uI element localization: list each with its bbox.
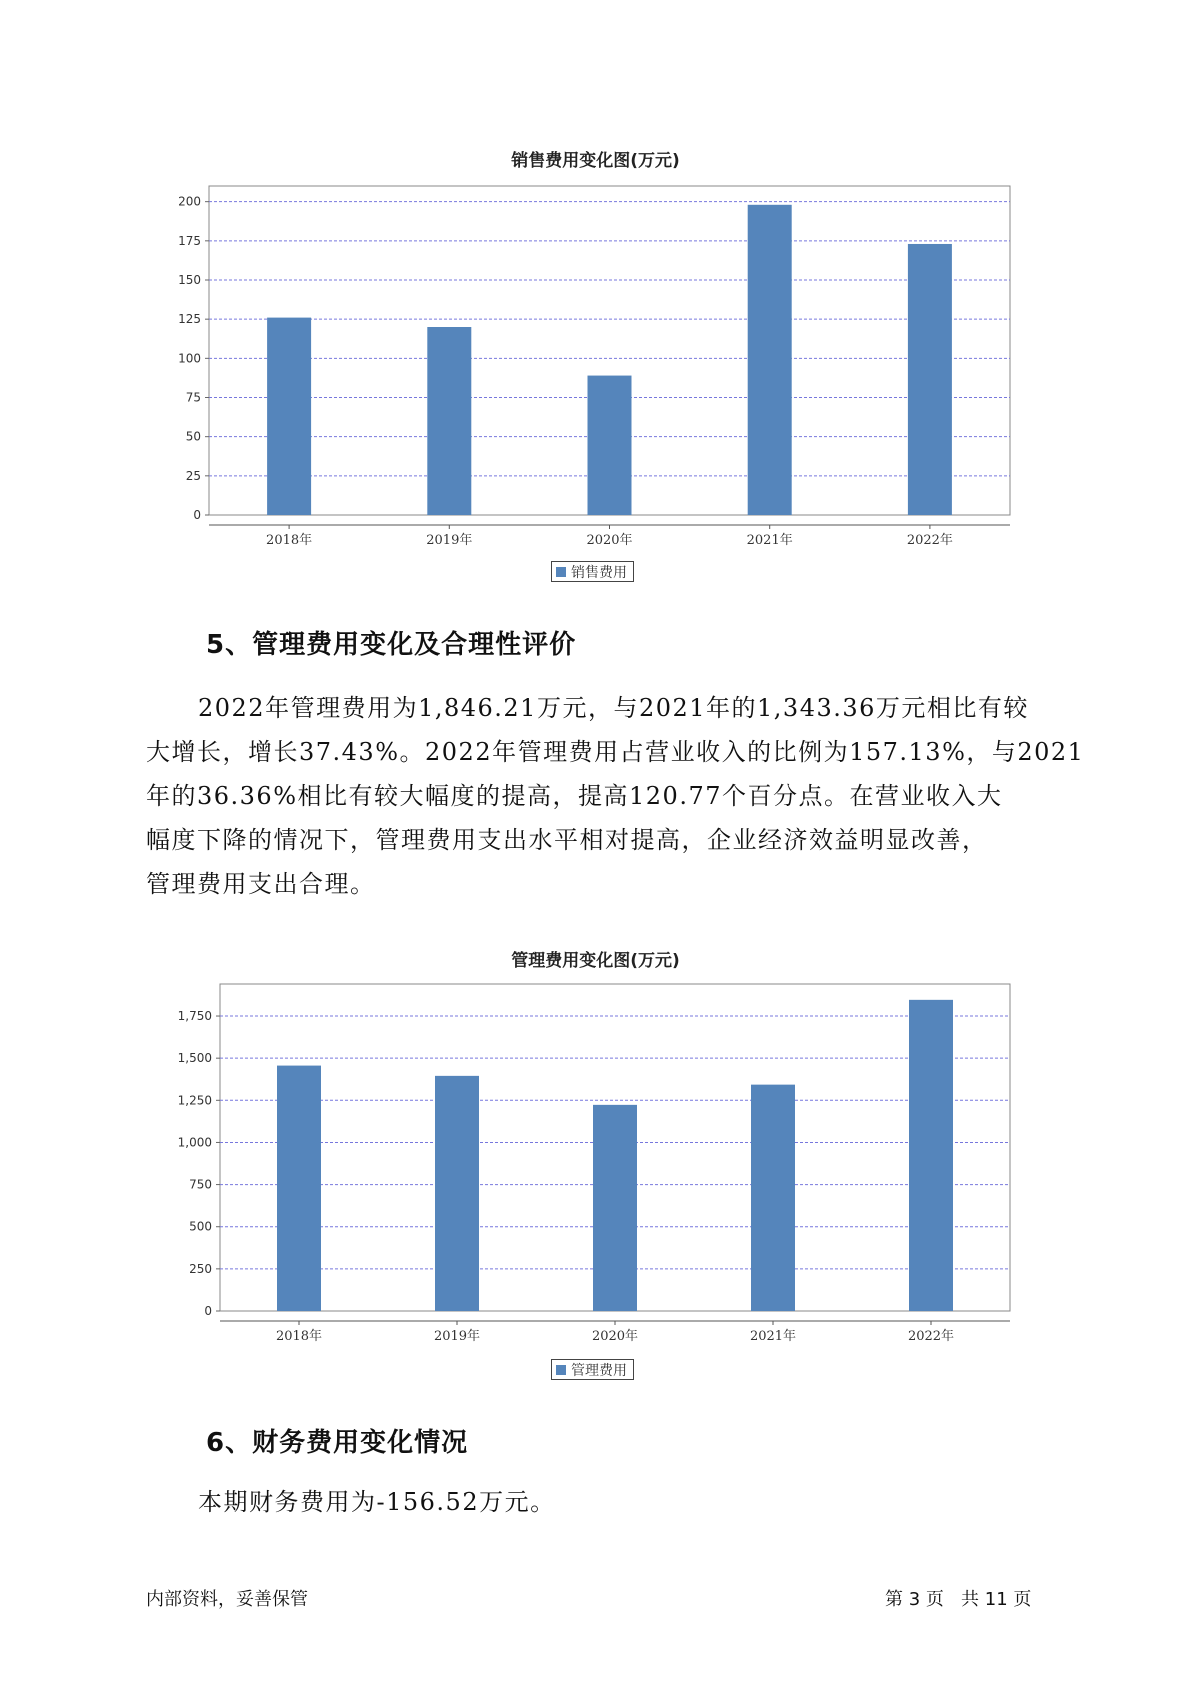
y-tick-label: 1,000	[177, 1135, 212, 1150]
bar	[748, 205, 792, 515]
paragraph-line: 幅度下降的情况下，管理费用支出水平相对提高，企业经济效益明显改善，	[146, 826, 988, 854]
y-tick-label: 125	[178, 312, 201, 327]
sales-expense-chart	[0, 0, 1191, 600]
footer-left: 内部资料，妥善保管	[146, 1589, 308, 1610]
paragraph-line: 2022年管理费用为1,846.21万元，与2021年的1,343.36万元相比有较	[198, 694, 1029, 722]
y-tick-label: 100	[178, 351, 201, 366]
chart-title: 管理费用变化图(万元)	[511, 951, 680, 971]
paragraph-line: 年的36.36%相比有较大幅度的提高，提高120.77个百分点。在营业收入大	[146, 782, 1003, 810]
y-tick-label: 75	[185, 390, 201, 405]
chart-plot	[0, 0, 1191, 600]
y-tick-label: 0	[204, 1304, 212, 1318]
y-tick-label: 175	[178, 233, 201, 248]
y-tick-label: 150	[178, 273, 201, 287]
section-5-heading: 5、管理费用变化及合理性评价	[206, 630, 577, 660]
chart-legend	[551, 1359, 634, 1380]
x-tick-label: 2021年	[746, 533, 793, 548]
y-tick-label: 50	[185, 429, 201, 444]
bar	[435, 1076, 479, 1311]
y-tick-label: 25	[185, 468, 201, 483]
legend-label: 管理费用	[571, 1362, 627, 1379]
bar	[427, 327, 471, 515]
section-6-paragraph	[146, 1480, 1046, 1524]
x-tick-label: 2018年	[275, 1329, 323, 1344]
y-tick-label: 750	[189, 1177, 212, 1192]
y-tick-label: 500	[189, 1219, 212, 1234]
x-tick-label: 2021年	[749, 1329, 797, 1344]
x-tick-label: 2019年	[426, 533, 473, 548]
chart-plot	[0, 930, 1191, 1410]
bar	[593, 1105, 637, 1311]
bar	[588, 376, 632, 515]
x-tick-label: 2020年	[591, 1329, 639, 1344]
section-6-heading: 6、财务费用变化情况	[206, 1428, 469, 1458]
paragraph-line: 管理费用支出合理。	[146, 870, 376, 898]
x-tick-label: 2022年	[907, 1329, 955, 1344]
legend-label: 销售费用	[571, 564, 627, 581]
y-tick-label: 250	[189, 1261, 212, 1276]
y-tick-label: 200	[178, 194, 201, 209]
legend-swatch	[556, 567, 566, 577]
admin-expense-chart	[0, 930, 1191, 1410]
bar	[751, 1085, 795, 1311]
bar	[909, 1000, 953, 1311]
x-tick-label: 2022年	[906, 533, 953, 548]
section-5-paragraph	[146, 686, 1085, 906]
y-tick-label: 1,500	[177, 1051, 212, 1066]
footer-page-number: 第 3 页 共 11 页	[885, 1589, 1032, 1610]
x-tick-label: 2018年	[266, 533, 313, 548]
y-tick-label: 1,750	[177, 1009, 212, 1024]
legend-swatch	[556, 1365, 566, 1375]
bar	[908, 244, 952, 515]
paragraph-line: 大增长，增长37.43%。2022年管理费用占营业收入的比例为157.13%，与2021	[146, 738, 1085, 766]
chart-title: 销售费用变化图(万元)	[511, 151, 680, 171]
y-tick-label: 0	[193, 508, 201, 522]
bar	[267, 318, 311, 515]
chart-legend	[551, 561, 634, 582]
x-tick-label: 2019年	[433, 1329, 481, 1344]
paragraph-line: 本期财务费用为-156.52万元。	[198, 1488, 556, 1516]
bar	[277, 1066, 321, 1311]
y-tick-label: 1,250	[177, 1093, 212, 1108]
x-tick-label: 2020年	[586, 533, 633, 548]
